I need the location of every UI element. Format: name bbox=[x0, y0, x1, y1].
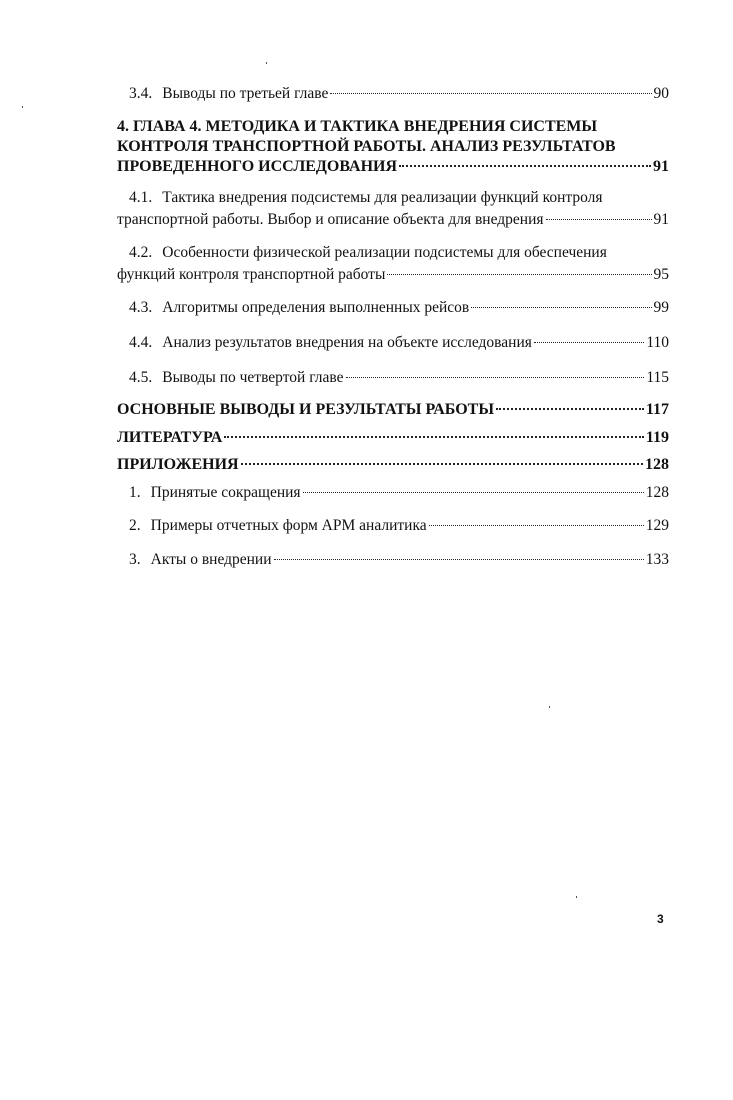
toc-title: транспортной работы. Выбор и описание объекта для внедрения bbox=[117, 211, 544, 228]
toc-title: Алгоритмы определения выполненных рейсов bbox=[162, 299, 470, 316]
toc-title: Примеры отчетных форм АРМ аналитика bbox=[150, 517, 427, 534]
toc-number: 4.1. bbox=[129, 189, 153, 206]
toc-title: Особенности физической реализации подсистемы для обеспечения bbox=[162, 244, 607, 261]
dot-leader bbox=[471, 307, 651, 308]
toc-page: 133 bbox=[645, 551, 669, 568]
toc-title: Выводы по третьей главе bbox=[162, 85, 329, 102]
dot-leader bbox=[330, 93, 651, 94]
toc-page: 129 bbox=[645, 517, 669, 534]
toc-page: 117 bbox=[645, 401, 669, 418]
toc-title: Анализ результатов внедрения на объекте исследования bbox=[162, 334, 532, 351]
dot-leader bbox=[387, 274, 651, 275]
toc-page: 91 bbox=[653, 158, 669, 175]
toc-page: 128 bbox=[645, 484, 669, 501]
toc-title: ОСНОВНЫЕ ВЫВОДЫ И РЕЗУЛЬТАТЫ РАБОТЫ bbox=[117, 401, 495, 418]
dot-leader bbox=[546, 219, 652, 220]
toc-page: 128 bbox=[645, 456, 669, 473]
dot-leader bbox=[274, 559, 644, 560]
chapter-4-title-line-2[interactable]: КОНТРОЛЯ ТРАНСПОРТНОЙ РАБОТЫ. АНАЛИЗ РЕЗУЛЬТАТОВ bbox=[117, 138, 616, 155]
toc-title: ЛИТЕРАТУРА bbox=[117, 429, 223, 446]
dot-leader bbox=[241, 463, 643, 465]
toc-entry-4-2-line-1[interactable] bbox=[129, 243, 607, 263]
toc-title: Акты о внедрении bbox=[150, 551, 272, 568]
scan-speck bbox=[22, 106, 23, 108]
toc-number: 1. bbox=[129, 484, 141, 501]
toc-page: 115 bbox=[646, 369, 669, 386]
toc-entry-chapter-4[interactable] bbox=[117, 157, 669, 177]
page-number: 3 bbox=[657, 912, 664, 926]
toc-number: 4.5. bbox=[129, 369, 153, 386]
toc-number: 2. bbox=[129, 517, 141, 534]
dot-leader bbox=[303, 492, 644, 493]
dot-leader bbox=[496, 408, 644, 410]
toc-title: функций контроля транспортной работы bbox=[117, 266, 386, 283]
dot-leader bbox=[534, 342, 644, 343]
toc-entry-4-2[interactable] bbox=[117, 265, 669, 285]
toc-entry-appendix-1[interactable] bbox=[129, 483, 669, 503]
toc-page: 110 bbox=[646, 334, 669, 351]
toc-title: ПРОВЕДЕННОГО ИССЛЕДОВАНИЯ bbox=[117, 158, 398, 175]
scan-speck bbox=[549, 706, 550, 708]
toc-page: 90 bbox=[653, 85, 669, 102]
toc-number: 4.3. bbox=[129, 299, 153, 316]
toc-entry-3-4[interactable] bbox=[129, 84, 669, 104]
toc-entry-literature[interactable] bbox=[117, 428, 669, 448]
scan-speck bbox=[266, 62, 267, 64]
toc-page: 119 bbox=[645, 429, 669, 446]
toc-entry-4-5[interactable] bbox=[129, 368, 669, 388]
dot-leader bbox=[429, 525, 644, 526]
toc-number: 3.4. bbox=[129, 85, 153, 102]
dot-leader bbox=[346, 377, 645, 378]
toc-entry-4-1-line-1[interactable] bbox=[129, 188, 603, 208]
toc-entry-4-4[interactable] bbox=[129, 333, 669, 353]
toc-entry-conclusions[interactable] bbox=[117, 400, 669, 420]
dot-leader bbox=[399, 165, 651, 167]
toc-page: 99 bbox=[653, 299, 669, 316]
toc-page: 95 bbox=[653, 266, 669, 283]
toc-title: Принятые сокращения bbox=[150, 484, 301, 501]
toc-number: 4.4. bbox=[129, 334, 153, 351]
toc-entry-4-3[interactable] bbox=[129, 298, 669, 318]
toc-title: Выводы по четвертой главе bbox=[162, 369, 344, 386]
chapter-4-title-line-1[interactable]: 4. ГЛАВА 4. МЕТОДИКА И ТАКТИКА ВНЕДРЕНИЯ СИСТЕМЫ bbox=[117, 118, 598, 135]
toc-entry-4-1[interactable] bbox=[117, 210, 669, 230]
dot-leader bbox=[224, 436, 644, 438]
toc-entry-appendix-2[interactable] bbox=[129, 516, 669, 536]
toc-page: 91 bbox=[653, 211, 669, 228]
toc-number: 3. bbox=[129, 551, 141, 568]
toc-title: Тактика внедрения подсистемы для реализации функций контроля bbox=[162, 189, 603, 206]
toc-entry-appendices[interactable] bbox=[117, 455, 669, 475]
toc-title: ПРИЛОЖЕНИЯ bbox=[117, 456, 239, 473]
toc-number: 4.2. bbox=[129, 244, 153, 261]
toc-entry-appendix-3[interactable] bbox=[129, 550, 669, 570]
scan-speck bbox=[576, 896, 577, 898]
